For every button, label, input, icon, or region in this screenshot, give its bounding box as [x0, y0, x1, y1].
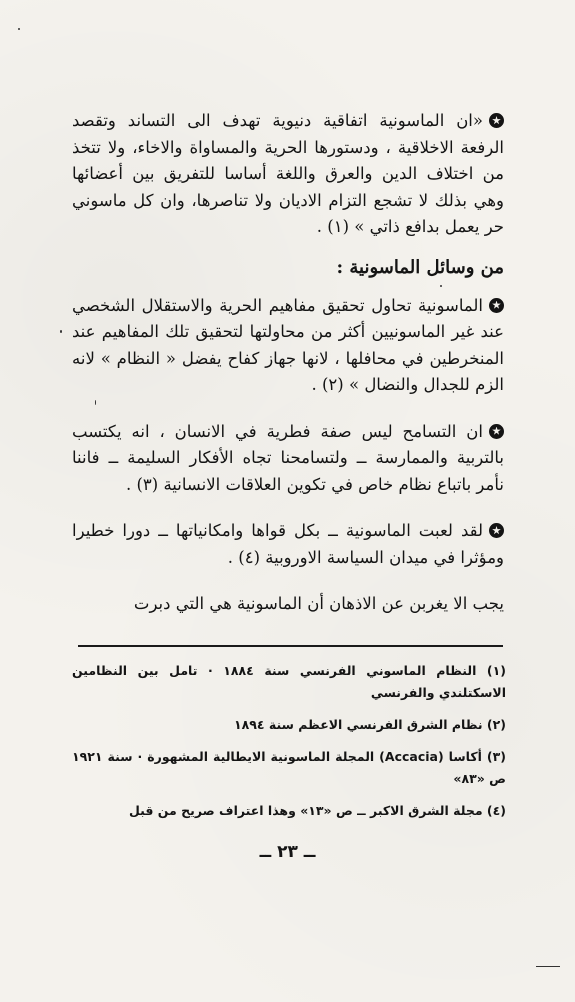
paragraph-2 [72, 293, 504, 399]
main-text [72, 108, 504, 617]
print-speck [536, 966, 560, 967]
star-bullet-icon [489, 424, 504, 439]
star-bullet-icon [489, 523, 504, 538]
paragraph-text: ان التسامح ليس صفة فطرية في الانسان ، انه يكتسب بالتربية والممارسة ــ ولتسامحنا تجاه الأفكار السليمة ــ فاننا نأمر باتباع نظام خاص في تكوين العلاقات الانسانية (٣) . [72, 421, 504, 494]
paragraph-text: «ان الماسونية اتفاقية دنيوية تهدف الى التساند وتقصد الرفعة الاخلاقية ، ودستورها الحرية والمساواة والاخاء، ولا تتخذ من اختلاف الدين والعرق واللغة أساسا للتفريق بين أعضائها وهي بذلك لا تشجع التزام الاديان ولا تناصرها، وان كل ماسوني حر يعمل بدافع ذاتي » (١) . [72, 111, 504, 236]
paragraph-3 [72, 419, 504, 499]
footnote-divider [78, 645, 503, 647]
print-speck [60, 330, 62, 333]
section-heading: من وسائل الماسونية : [336, 256, 504, 278]
print-speck [95, 400, 96, 405]
page-number: ــ ٢٣ ــ [259, 842, 316, 862]
footnote-2: (٢) نظام الشرق الفرنسي الاعظم سنة ١٨٩٤ [234, 717, 506, 732]
paragraph-text: الماسونية تحاول تحقيق مفاهيم الحرية والاستقلال الشخصي عند غير الماسونيين أكثر من محاولتها لتحقيق تلك المفاهيم عند المنخرطين في محافلها ، لانها جهاز كفاح يفضل « النظام » لانه الزم للجدال والنضال » (٢) . [72, 295, 504, 394]
footnote-4: (٤) مجلة الشرق الاكبر ــ ص «١٣» وهذا اعتراف صريح من قبل [129, 803, 506, 818]
print-speck [18, 28, 20, 30]
star-bullet-icon [489, 298, 504, 313]
footnotes [72, 660, 506, 832]
footnote-1: (١) النظام الماسوني الفرنسي سنة ١٨٨٤ · تامل بين النظامين الاسكتلندي والفرنسي [72, 663, 506, 700]
paragraph-1 [72, 108, 504, 241]
paragraph-4 [72, 518, 504, 571]
paragraph-text: لقد لعبت الماسونية ــ بكل قواها وامكانياتها ــ دورا خطيرا ومؤثرا في ميدان السياسة الاوروبية (٤) . [72, 521, 504, 567]
continuing-text: يجب الا يغربن عن الاذهان أن الماسونية هي التي دبرت [133, 594, 504, 613]
print-speck [440, 285, 442, 287]
footnote-3: (٣) أكاسا (Accacia) المجلة الماسونية الايطالية المشهورة · سنة ١٩٢١ ص «٨٣» [72, 749, 506, 786]
star-bullet-icon [489, 113, 504, 128]
